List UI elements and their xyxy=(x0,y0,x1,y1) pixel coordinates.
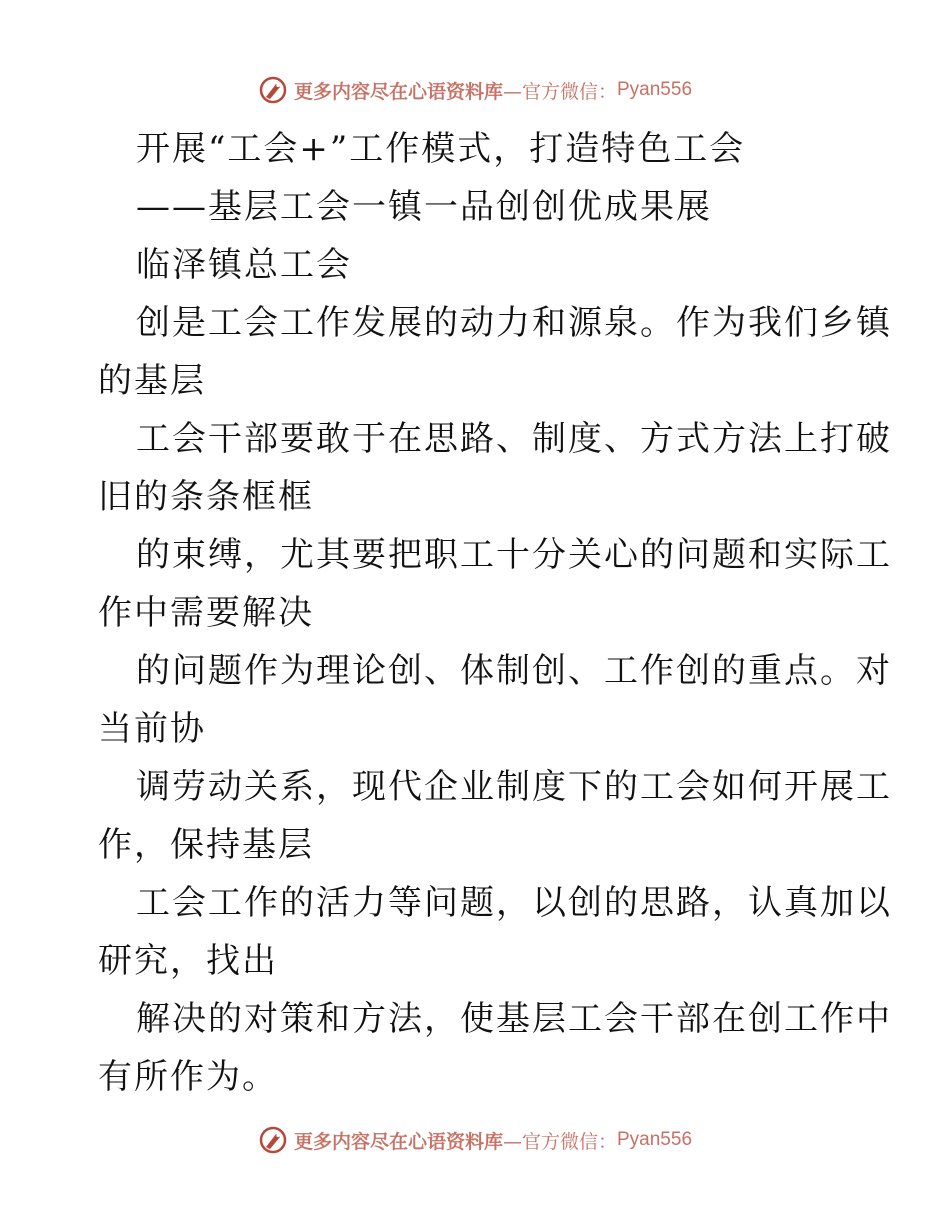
watermark-separator: —官方微信： xyxy=(502,80,617,103)
paragraph-line: 的束缚，尤其要把职工十分关心的问题和实际工 xyxy=(136,535,892,575)
header-watermark xyxy=(0,70,950,110)
paragraph-line: 当前协 xyxy=(98,709,206,749)
paragraph-line: 有所作为。 xyxy=(98,1057,278,1097)
paragraph-line: 作，保持基层 xyxy=(98,825,314,865)
pen-nib-logo-icon xyxy=(258,1125,288,1155)
paragraph-line: 调劳动关系，现代企业制度下的工会如何开展工 xyxy=(136,767,892,807)
watermark-wechat-id: Pyan556 xyxy=(617,79,693,100)
watermark-separator: —官方微信： xyxy=(502,1130,617,1153)
watermark-text: 更多内容尽在心语资料库 xyxy=(293,1130,503,1153)
pen-nib-logo-icon xyxy=(258,75,288,105)
paragraph-line: 的基层 xyxy=(98,361,206,401)
paragraph-line: 解决的对策和方法，使基层工会干部在创工作中 xyxy=(136,999,892,1039)
watermark-wechat-id: Pyan556 xyxy=(617,1129,693,1150)
document-title: 开展“工会+”工作模式，打造特色工会 xyxy=(136,129,746,169)
paragraph-line: 的问题作为理论创、体制创、工作创的重点。对 xyxy=(136,651,892,691)
footer-watermark xyxy=(0,1120,950,1160)
paragraph-line: 工会工作的活力等问题，以创的思路，认真加以 xyxy=(136,883,892,923)
paragraph-line: 旧的条条框框 xyxy=(98,477,314,517)
paragraph-line: 研究，找出 xyxy=(98,941,278,981)
paragraph-line: 作中需要解决 xyxy=(98,593,314,633)
document-author: 临泽镇总工会 xyxy=(136,245,352,285)
document-body xyxy=(98,120,892,1106)
document-subtitle: ——基层工会一镇一品创创优成果展 xyxy=(136,187,712,227)
watermark-text: 更多内容尽在心语资料库 xyxy=(293,80,503,103)
paragraph-line: 工会干部要敢于在思路、制度、方式方法上打破 xyxy=(136,419,892,459)
paragraph-line: 创是工会工作发展的动力和源泉。作为我们乡镇 xyxy=(136,303,892,343)
